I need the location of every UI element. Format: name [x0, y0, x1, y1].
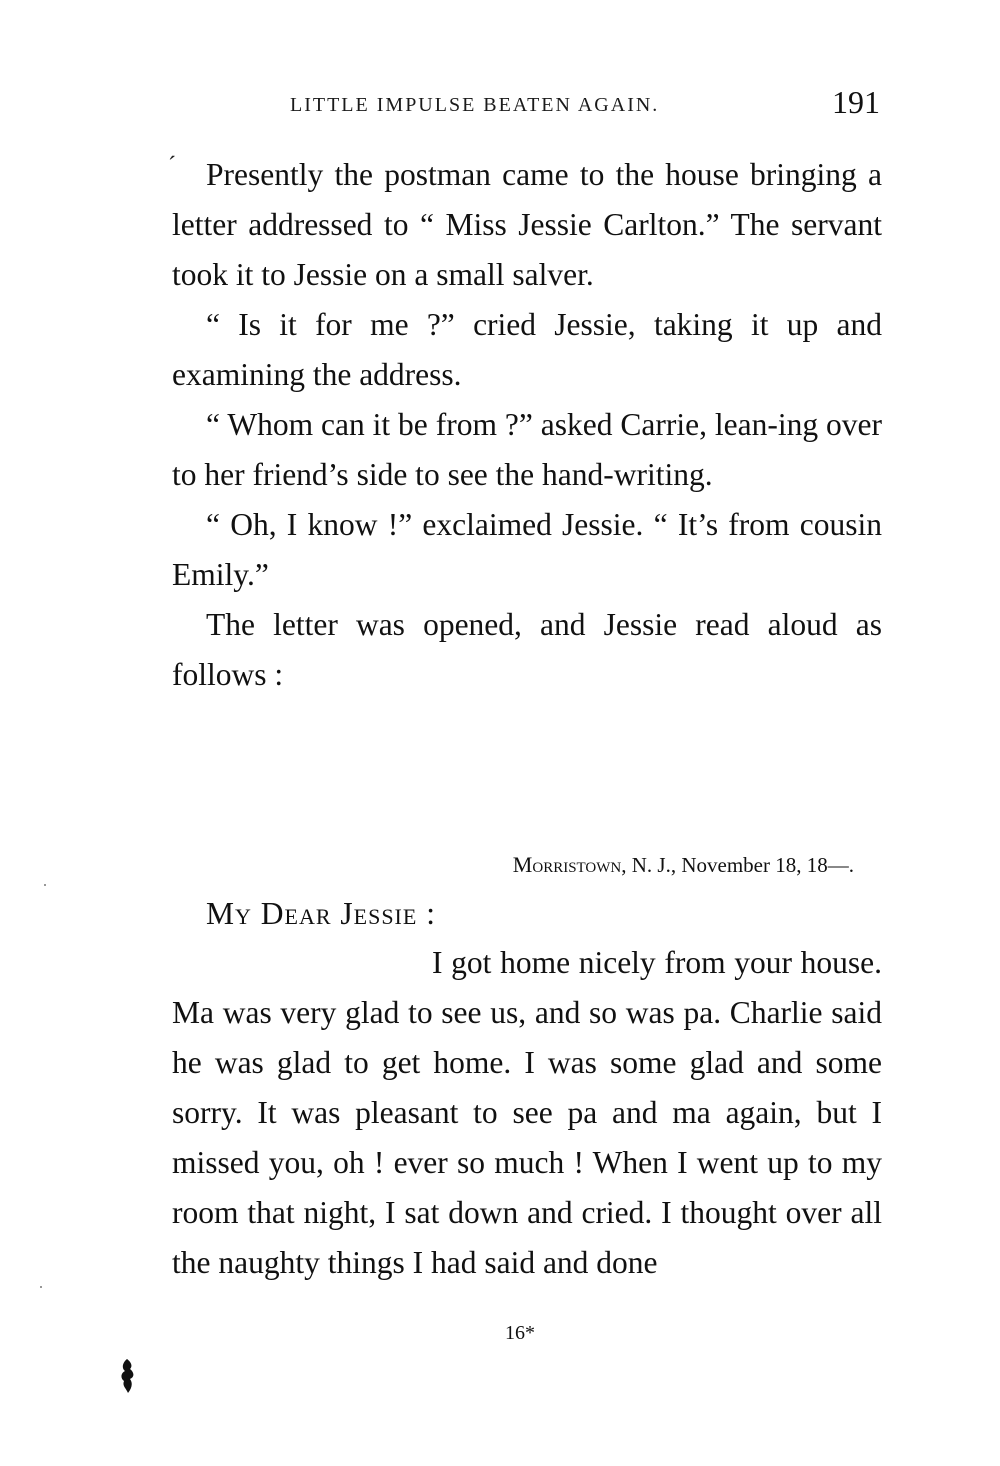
paragraph-is-it-for-me: “ Is it for me ?” cried Jessie, taking it up and examining the address. — [172, 307, 882, 392]
letter-paragraph: I got home nicely from your house. Ma was very glad to see us, and so was pa. Charlie said he was glad to get home. I was some glad and some sorry. It was pleasant to see pa and ma again, but I missed you, oh ! ever so much ! When I went up to my room that night, I sat down and cried. I thought over all the naughty things I had said and done — [172, 945, 882, 1280]
page-number: 191 — [832, 84, 880, 120]
paragraph-oh-i-know: “ Oh, I know !” exclaimed Jessie. “ It’s from cousin Emily.” — [172, 507, 882, 592]
letter-body — [172, 938, 882, 1288]
ink-blot — [118, 1358, 136, 1394]
paragraph-letter-opened: The letter was opened, and Jessie read aloud as follows : — [172, 607, 882, 692]
running-title: LITTLE IMPULSE BEATEN AGAIN. — [290, 94, 660, 116]
letter-salutation: My Dear Jessie : — [206, 896, 436, 931]
body-text — [172, 150, 882, 700]
paragraph-whom-can-it-be: “ Whom can it be from ?” asked Carrie, lean-ing over to her friend’s side to see the hand-writing. — [172, 407, 882, 492]
paper-speck — [40, 1286, 42, 1288]
dateline-date: , N. J., November 18, 18—. — [621, 853, 854, 877]
printers-mark: ˊ — [168, 153, 176, 179]
running-head — [172, 84, 880, 128]
paragraph-postman: Presently the postman came to the house bringing a letter addressed to “ Miss Jessie Carlton.” The servant took it to Jessie on a small salver. — [172, 157, 882, 292]
letter-dateline — [513, 852, 854, 878]
signature-mark: 16* — [505, 1322, 535, 1344]
paper-speck — [44, 884, 46, 886]
dateline-place: Morristown — [512, 852, 622, 877]
